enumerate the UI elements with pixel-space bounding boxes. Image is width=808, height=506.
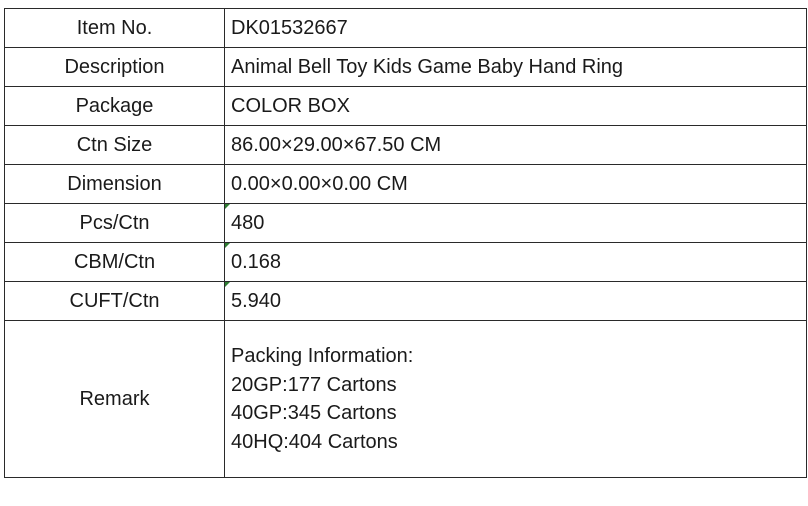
- table-row-item-no: [5, 9, 807, 48]
- packing-line-20gp: 20GP:177 Cartons: [231, 373, 397, 396]
- cell-number-marker-icon: [225, 243, 230, 248]
- table-row-dimension: [5, 165, 807, 204]
- pcs-ctn-value: 480: [231, 212, 265, 234]
- package-label: Package: [5, 87, 225, 126]
- dimension-label: Dimension: [5, 165, 225, 204]
- pcs-ctn-cell: [225, 204, 807, 243]
- item-no-label: Item No.: [5, 9, 225, 48]
- ctn-size-value: 86.00×29.00×67.50 CM: [225, 126, 807, 165]
- cuft-ctn-label: CUFT/Ctn: [5, 282, 225, 321]
- cell-number-marker-icon: [225, 282, 230, 287]
- packing-line-40gp: 40GP:345 Cartons: [231, 402, 397, 424]
- description-value: Animal Bell Toy Kids Game Baby Hand Ring: [225, 48, 807, 87]
- remark-label: Remark: [5, 321, 225, 478]
- cuft-ctn-cell: [225, 282, 807, 321]
- cbm-ctn-cell: [225, 243, 807, 282]
- cuft-ctn-value: 5.940: [231, 290, 282, 312]
- table-row-remark: [5, 321, 807, 478]
- table-row-package: [5, 87, 807, 126]
- cbm-ctn-label: CBM/Ctn: [5, 243, 225, 282]
- item-no-value: DK01532667: [225, 9, 807, 48]
- cbm-ctn-value: 0.168: [231, 251, 282, 273]
- cell-number-marker-icon: [225, 204, 230, 209]
- packing-info-heading: Packing Information:: [231, 345, 414, 367]
- table-row-description: [5, 48, 807, 87]
- table-row-cuft-ctn: [5, 282, 807, 321]
- packing-line-40hq: 40HQ:404 Cartons: [231, 430, 398, 453]
- remark-value: [225, 321, 807, 478]
- pcs-ctn-label: Pcs/Ctn: [5, 204, 225, 243]
- product-spec-table: [4, 8, 807, 478]
- package-value: COLOR BOX: [225, 87, 807, 126]
- table-row-pcs-ctn: [5, 204, 807, 243]
- dimension-value: 0.00×0.00×0.00 CM: [225, 165, 807, 204]
- table-row-ctn-size: [5, 126, 807, 165]
- table-row-cbm-ctn: [5, 243, 807, 282]
- description-label: Description: [5, 48, 225, 87]
- ctn-size-label: Ctn Size: [5, 126, 225, 165]
